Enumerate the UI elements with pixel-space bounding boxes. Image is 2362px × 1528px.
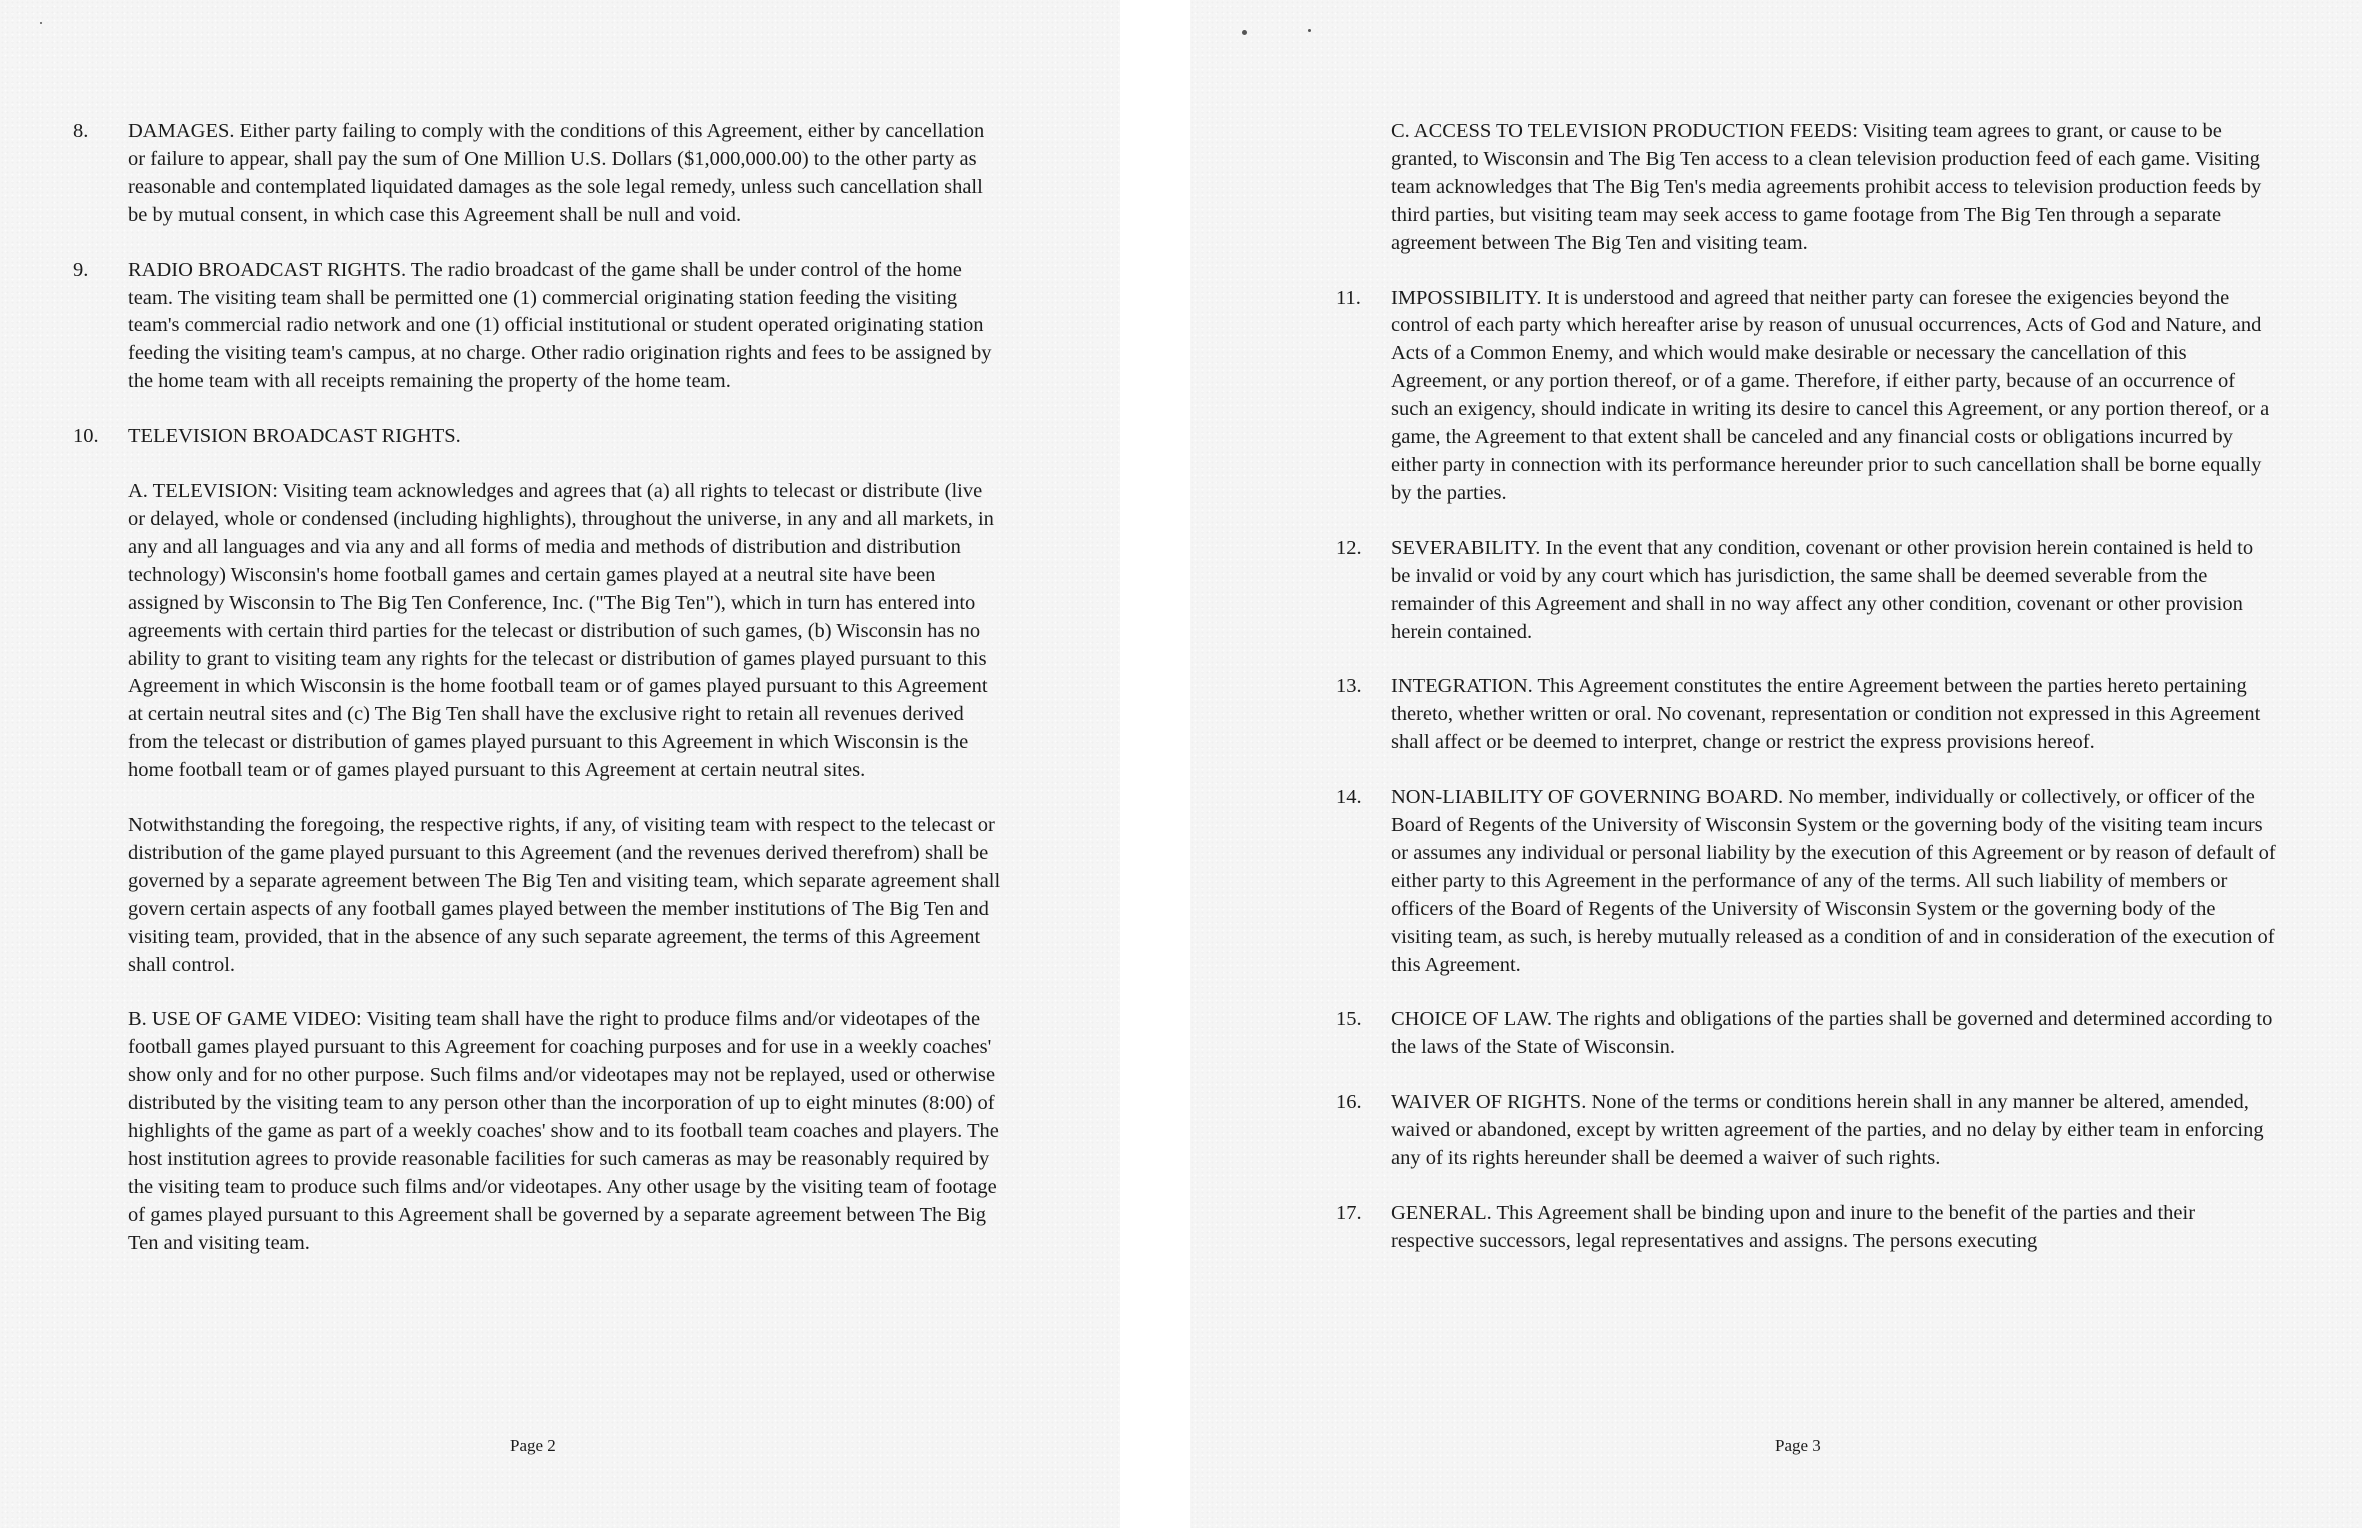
section-13-integration — [1336, 673, 2276, 757]
section-text: NON-LIABILITY OF GOVERNING BOARD. No member, individually or collectively, or officer of the Board of Regents of the University of Wisconsin System or the governing body of the visiting team incurs or assumes any individual or personal liability by the execution of this Agreement or by reason of default of either party to this Agreement in the performance of any of the terms. All such liability of members or officers of the Board of Regents of the University of Wisconsin System or the governing body of the visiting team, as such, is hereby mutually released as a condition of and in consideration of the execution of this Agreement. — [1391, 786, 2276, 976]
subsection-text: B. USE OF GAME VIDEO: Visiting team shall have the right to produce films and/or videotapes of the football games played pursuant to this Agreement for coaching purposes and for use in a weekly coaches' show only and for no other purpose. Such films and/or videotapes may not be replayed, used or otherwise distributed by the visiting team to any person other than the incorporation of up to eight minutes (8:00) of highlights of the game as part of a weekly coaches' show and to its football team coaches and players. The host institution agrees to provide reasonable facilities for such cameras as may be reasonably required by the visiting team to produce such films and/or videotapes. Any other usage by the visiting team of footage of games played pursuant to this Agreement shall be governed by a separate agreement between The Big Ten and visiting team. — [128, 1008, 999, 1254]
section-10-television-broadcast-rights — [73, 423, 1003, 451]
page-3-body — [1336, 118, 2276, 1283]
section-number: 10. — [73, 425, 99, 448]
section-number: 9. — [73, 258, 89, 281]
subsection-text: C. ACCESS TO TELEVISION PRODUCTION FEEDS: Visiting team agrees to grant, or cause to be granted, to Wisconsin and The Big Ten access to a clean television production feed of each game. Visiting team acknowledges that The Big Ten's media agreements prohibit access to television production feeds by third parties, but visiting team may seek access to game footage from The Big Ten through a separate agreement between The Big Ten and visiting team. — [1391, 120, 2262, 254]
subsection-b-use-of-game-video — [128, 1006, 1003, 1257]
section-number: 14. — [1336, 786, 1362, 809]
section-16-waiver-of-rights — [1336, 1089, 2276, 1173]
section-text: IMPOSSIBILITY. It is understood and agreed that neither party can foresee the exigencies beyond the control of each party which hereafter arise by reason of unusual occurrences, Acts of God and Nature, and Acts of a Common Enemy, and which would make desirable or necessary the cancellation of this Agreement, or any portion thereof, or of a game. Therefore, if either party, because of an occurrence of such an exigency, should indicate in writing its desire to cancel this Agreement, or any portion thereof, or a game, the Agreement to that extent shall be canceled and any financial costs or obligations incurred by either party in connection with its performance hereunder prior to such cancellation shall be borne equally by the parties. — [1391, 286, 2270, 504]
section-14-non-liability — [1336, 784, 2276, 979]
section-number: 15. — [1336, 1008, 1362, 1031]
scan-speck — [1242, 30, 1247, 35]
subsection-text: A. TELEVISION: Visiting team acknowledges and agrees that (a) all rights to telecast or distribute (live or delayed, whole or condensed (including highlights), throughout the universe, in any and all markets, in any and all languages and via any and all forms of media and methods of distribution and distribution technology) Wisconsin's home football games and certain games played at a neutral site have been assigned by Wisconsin to The Big Ten Conference, Inc. ("The Big Ten"), which in turn has entered into agreements with certain third parties for the telecast or distribution of such games, (b) Wisconsin has no ability to grant to visiting team any rights for the telecast or distribution of games played pursuant to this Agreement in which Wisconsin is the home football team or of games played pursuant to this Agreement at certain neutral sites and (c) The Big Ten shall have the exclusive right to retain all revenues derived from the telecast or distribution of games played pursuant to this Agreement in which Wisconsin is the home football team or of games played pursuant to this Agreement at certain neutral sites. — [128, 480, 994, 782]
section-text: GENERAL. This Agreement shall be binding upon and inure to the benefit of the parties and their respective successors, legal representatives and assigns. The persons executing — [1391, 1202, 2196, 1252]
section-text: CHOICE OF LAW. The rights and obligations of the parties shall be governed and determined according to the laws of the State of Wisconsin. — [1391, 1008, 2273, 1059]
page-2-body — [73, 118, 1003, 1285]
section-text: SEVERABILITY. In the event that any condition, covenant or other provision herein contained is held to be invalid or void by any court which has jurisdiction, the same shall be deemed severable from the remainder of this Agreement and shall in no way affect any other condition, covenant or other provision herein contained. — [1391, 536, 2254, 643]
section-8-damages — [73, 118, 1003, 230]
section-heading: TELEVISION BROADCAST RIGHTS. — [128, 425, 461, 448]
subsection-a-television — [128, 478, 1003, 785]
scan-speck — [1308, 29, 1311, 32]
section-17-general — [1336, 1200, 2276, 1256]
section-11-impossibility — [1336, 285, 2276, 508]
subsection-notwithstanding — [128, 812, 1003, 979]
section-number: 17. — [1336, 1202, 1362, 1224]
section-text: WAIVER OF RIGHTS. None of the terms or conditions herein shall in any manner be altered, amended, waived or abandoned, except by written agreement of the parties, and no delay by either team in enforcing any of its rights hereunder shall be deemed a waiver of such rights. — [1391, 1091, 2264, 1170]
subsection-text: Notwithstanding the foregoing, the respective rights, if any, of visiting team with respect to the telecast or distribution of the game played pursuant to this Agreement (and the revenues derived therefrom) shall be governed by a separate agreement between The Big Ten and visiting team, which separate agreement shall govern certain aspects of any football games played between the member institutions of The Big Ten and visiting team, provided, that in the absence of any such separate agreement, the terms of this Agreement shall control. — [128, 814, 1001, 976]
section-12-severability — [1336, 535, 2276, 647]
section-text: RADIO BROADCAST RIGHTS. The radio broadcast of the game shall be under control of the home team. The visiting team shall be permitted one (1) commercial originating station feeding the visiting team's commercial radio network and one (1) official institutional or student operated originating station feeding the visiting team's campus, at no charge. Other radio origination rights and fees to be assigned by the home team with all receipts remaining the property of the home team. — [128, 258, 992, 393]
section-9-radio-broadcast-rights — [73, 257, 1003, 397]
page-3 — [1190, 0, 2362, 1528]
section-number: 11. — [1336, 286, 1361, 309]
subsection-c-access-to-production-feeds — [1391, 118, 2276, 258]
section-number: 8. — [73, 120, 89, 142]
section-15-choice-of-law — [1336, 1006, 2276, 1062]
page-number-footer: Page 3 — [1775, 1436, 1821, 1455]
section-number: 13. — [1336, 675, 1362, 698]
page-number-footer: Page 2 — [510, 1436, 556, 1455]
section-number: 16. — [1336, 1091, 1362, 1114]
section-text: INTEGRATION. This Agreement constitutes the entire Agreement between the parties hereto pertaining thereto, whether written or oral. No covenant, representation or condition not expressed in this Agreement shall affect or be deemed to interpret, change or restrict the express provisions hereof. — [1391, 675, 2261, 754]
scan-speck — [40, 22, 42, 24]
section-text: DAMAGES. Either party failing to comply with the conditions of this Agreement, either by cancellation or failure to appear, shall pay the sum of One Million U.S. Dollars ($1,000,000.00) to the other party as reasonable and contemplated liquidated damages as the sole legal remedy, unless such cancellation shall be by mutual consent, in which case this Agreement shall be null and void. — [128, 120, 985, 226]
section-number: 12. — [1336, 536, 1362, 559]
page-2 — [0, 0, 1120, 1528]
